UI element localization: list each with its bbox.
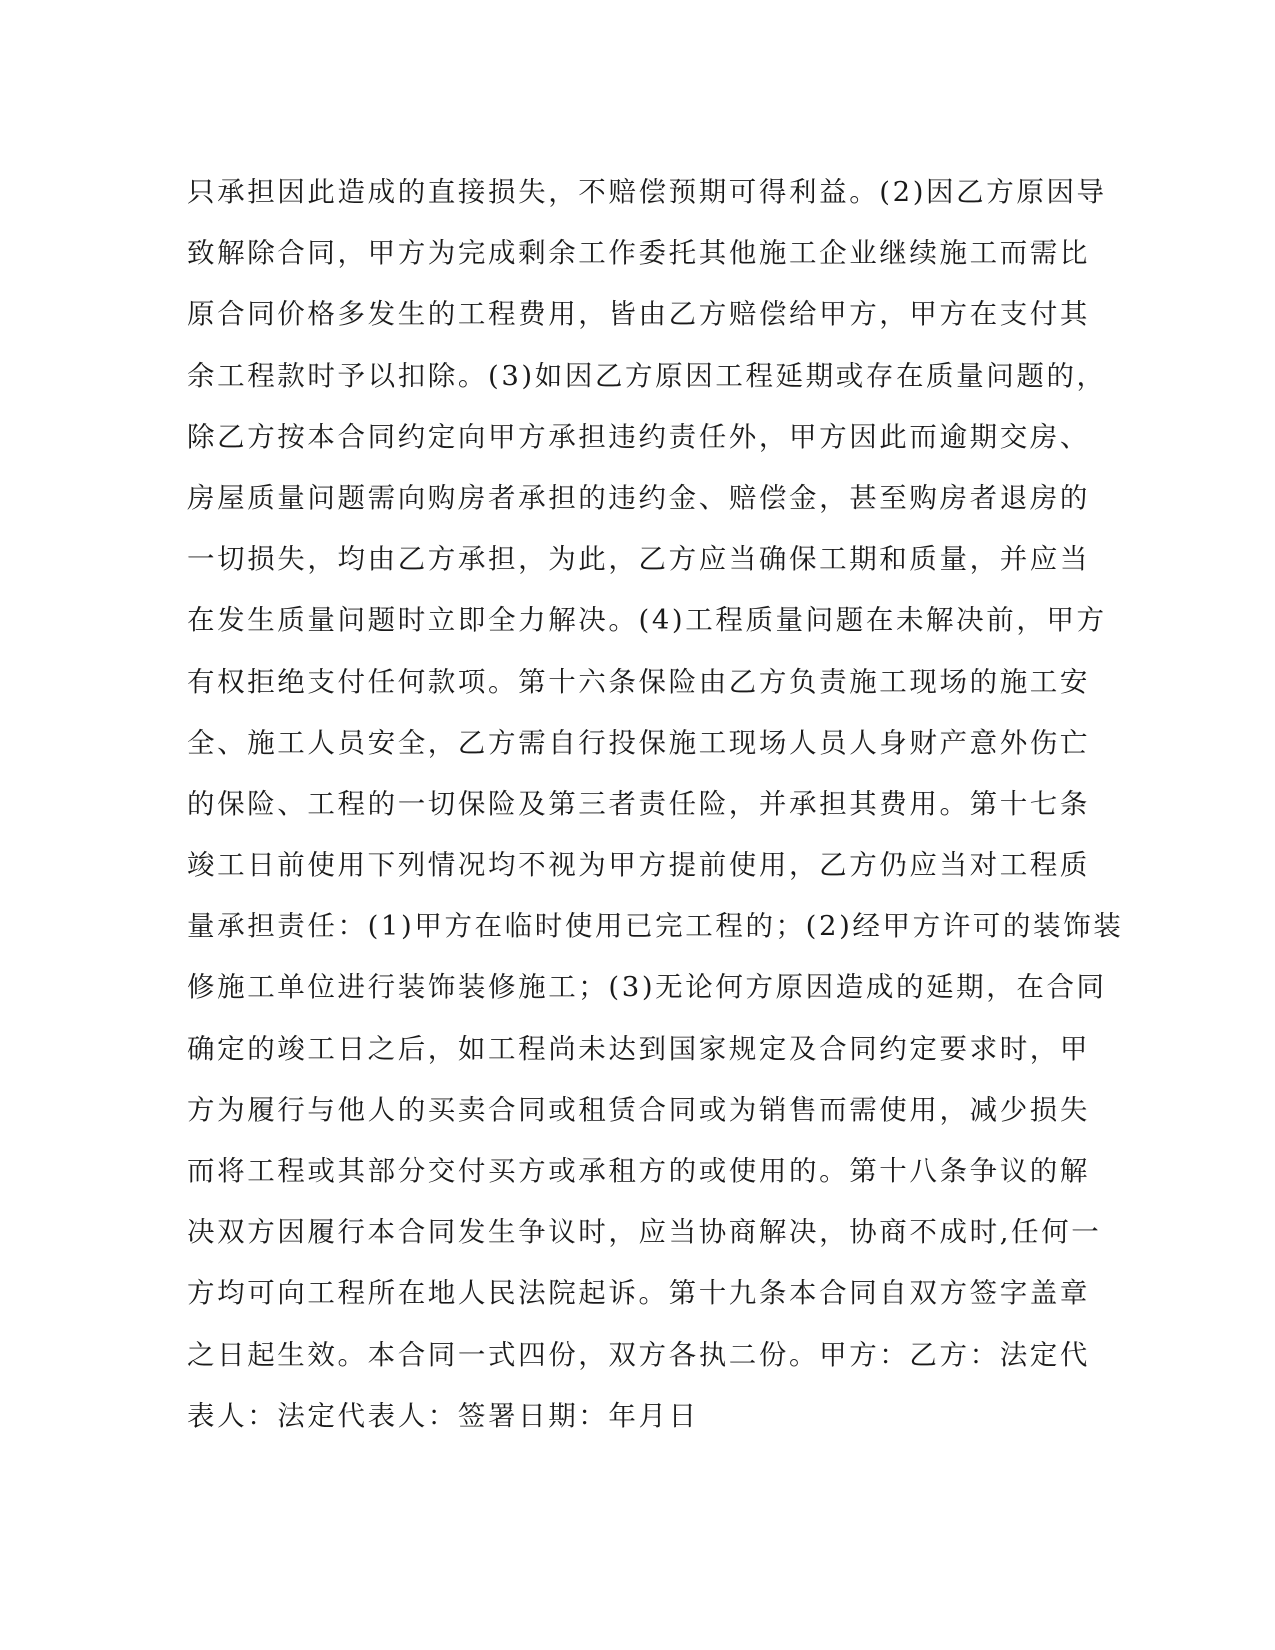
text-line-18: 决双方因履行本合同发生争议时，应当协商解决，协商不成时,任何一 bbox=[187, 1216, 1102, 1249]
text-line-12: 竣工日前使用下列情况均不视为甲方提前使用，乙方仍应当对工程质 bbox=[187, 849, 1090, 882]
text-line-16: 方为履行与他人的买卖合同或租赁合同或为销售而需使用，减少损失 bbox=[187, 1093, 1090, 1126]
text-line-7: 一切损失，均由乙方承担，为此，乙方应当确保工期和质量，并应当 bbox=[187, 543, 1090, 576]
text-line-20: 之日起生效。本合同一式四份，双方各执二份。甲方：乙方：法定代 bbox=[187, 1338, 1090, 1371]
text-line-4: 余工程款时予以扣除。(3)如因乙方原因工程延期或存在质量问题的， bbox=[187, 359, 1107, 392]
text-line-14: 修施工单位进行装饰装修施工；(3)无论何方原因造成的延期，在合同 bbox=[187, 971, 1107, 1004]
text-line-2: 致解除合同，甲方为完成剩余工作委托其他施工企业继续施工而需比 bbox=[187, 237, 1090, 270]
text-line-6: 房屋质量问题需向购房者承担的违约金、赔偿金，甚至购房者退房的 bbox=[187, 481, 1090, 514]
text-line-15: 确定的竣工日之后，如工程尚未达到国家规定及合同约定要求时，甲 bbox=[187, 1032, 1090, 1065]
text-line-9: 有权拒绝支付任何款项。第十六条保险由乙方负责施工现场的施工安 bbox=[187, 665, 1090, 698]
text-line-13: 量承担责任：(1)甲方在临时使用已完工程的；(2)经甲方许可的装饰装 bbox=[187, 910, 1124, 943]
contract-body-text bbox=[187, 162, 1124, 1447]
text-line-21: 表人：法定代表人：签署日期：年月日 bbox=[187, 1399, 699, 1432]
text-line-11: 的保险、工程的一切保险及第三者责任险，并承担其费用。第十七条 bbox=[187, 787, 1090, 820]
text-line-3: 原合同价格多发生的工程费用，皆由乙方赔偿给甲方，甲方在支付其 bbox=[187, 298, 1090, 331]
text-line-19: 方均可向工程所在地人民法院起诉。第十九条本合同自双方签字盖章 bbox=[187, 1277, 1090, 1310]
text-line-17: 而将工程或其部分交付买方或承租方的或使用的。第十八条争议的解 bbox=[187, 1155, 1090, 1187]
text-line-10: 全、施工人员安全，乙方需自行投保施工现场人员人身财产意外伤亡 bbox=[187, 726, 1090, 759]
text-line-8: 在发生质量问题时立即全力解决。(4)工程质量问题在未解决前，甲方 bbox=[187, 604, 1107, 637]
text-line-1: 只承担因此造成的直接损失，不赔偿预期可得利益。(2)因乙方原因导 bbox=[187, 176, 1107, 208]
text-line-5: 除乙方按本合同约定向甲方承担违约责任外，甲方因此而逾期交房、 bbox=[187, 420, 1090, 453]
